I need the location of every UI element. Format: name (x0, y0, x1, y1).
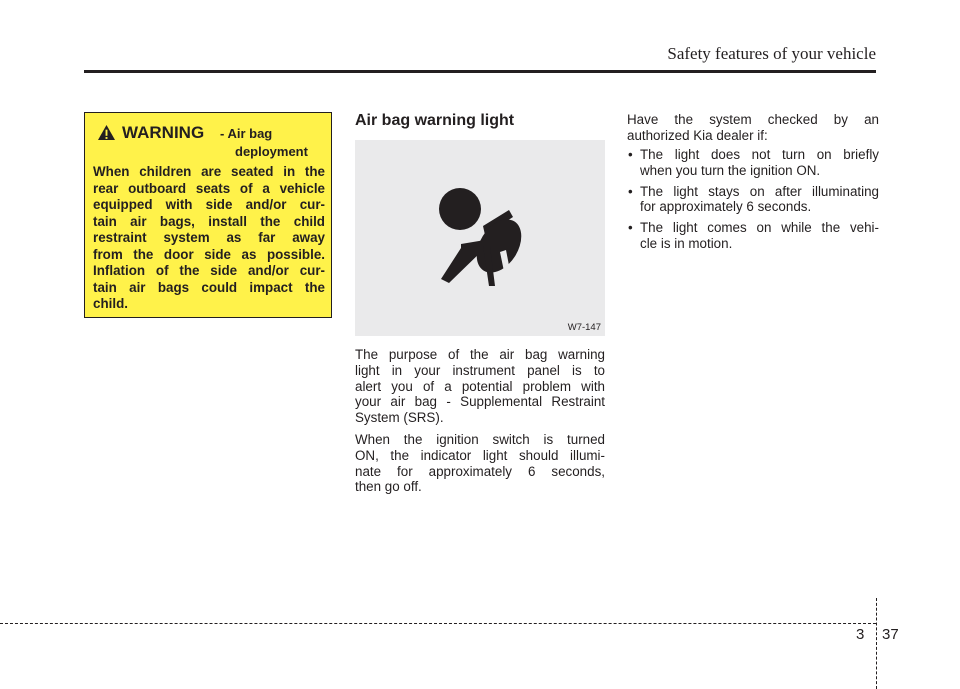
page-number: 37 (882, 626, 899, 643)
warning-body-line: tain air bags could impact the (93, 279, 325, 295)
paragraph-ignition (355, 432, 605, 495)
warning-body-line: restraint system as far away (93, 230, 325, 245)
warning-body (93, 164, 325, 313)
list-item-line: for approximately 6 seconds. (640, 199, 812, 215)
warning-body-line: rear outboard seats of a vehicle (93, 180, 325, 196)
list-item (627, 184, 879, 216)
bullet-icon: • (628, 183, 633, 199)
warning-body-line: Inflation of the side and/or cur- (93, 263, 325, 278)
paragraph-line: then go off. (355, 479, 422, 495)
footer-rule (0, 623, 876, 624)
list-item (627, 147, 879, 179)
warning-triangle-icon (97, 124, 116, 141)
list-item-line: when you turn the ignition ON. (640, 162, 821, 178)
warning-body-line: When children are seated in the (93, 164, 325, 179)
list-item-line: The light stays on after illuminating (640, 183, 879, 199)
chapter-number: 3 (856, 626, 865, 643)
list-item-line: The light does not turn on briefly (640, 147, 879, 162)
warning-topic-line-2: deployment (235, 144, 308, 159)
paragraph-purpose (355, 347, 605, 426)
paragraph-line: ON, the indicator light should illumi- (355, 447, 605, 463)
paragraph-line: The purpose of the air bag warning (355, 347, 605, 362)
paragraph-line: Have the system checked by an (627, 112, 879, 127)
paragraph-line: alert you of a potential problem with (355, 378, 605, 394)
paragraph-check-intro (627, 112, 879, 144)
paragraph-line: nate for approximately 6 seconds, (355, 463, 605, 479)
warning-body-line: tain air bags, install the child (93, 213, 325, 229)
list-item-line: cle is in motion. (640, 235, 733, 251)
warning-body-line: child. (93, 296, 128, 311)
paragraph-line: light in your instrument panel is to (355, 362, 605, 378)
bullet-icon: • (628, 147, 633, 162)
paragraph-line: System (SRS). (355, 410, 444, 426)
section-title: Air bag warning light (355, 112, 515, 129)
warning-body-line: equipped with side and/or cur- (93, 197, 325, 212)
list-item (627, 220, 879, 252)
paragraph-line: authorized Kia dealer if: (627, 127, 768, 143)
paragraph-line: your air bag - Supplemental Restraint (355, 394, 605, 410)
running-header: Safety features of your vehicle (667, 44, 876, 63)
footer-divider (876, 598, 877, 689)
warning-topic-line-1: - Air bag (220, 126, 273, 141)
figure-panel (355, 140, 605, 336)
check-conditions-list (627, 147, 879, 257)
warning-body-line: from the door side as possible. (93, 246, 325, 262)
paragraph-line: When the ignition switch is turned (355, 432, 605, 447)
figure-code: W7-147 (567, 322, 601, 333)
header-rule (84, 70, 876, 73)
warning-box (84, 112, 332, 318)
airbag-warning-light-icon (427, 186, 537, 286)
warning-label: WARNING (122, 123, 205, 142)
bullet-icon: • (628, 220, 633, 236)
list-item-line: The light comes on while the vehi- (640, 220, 879, 236)
